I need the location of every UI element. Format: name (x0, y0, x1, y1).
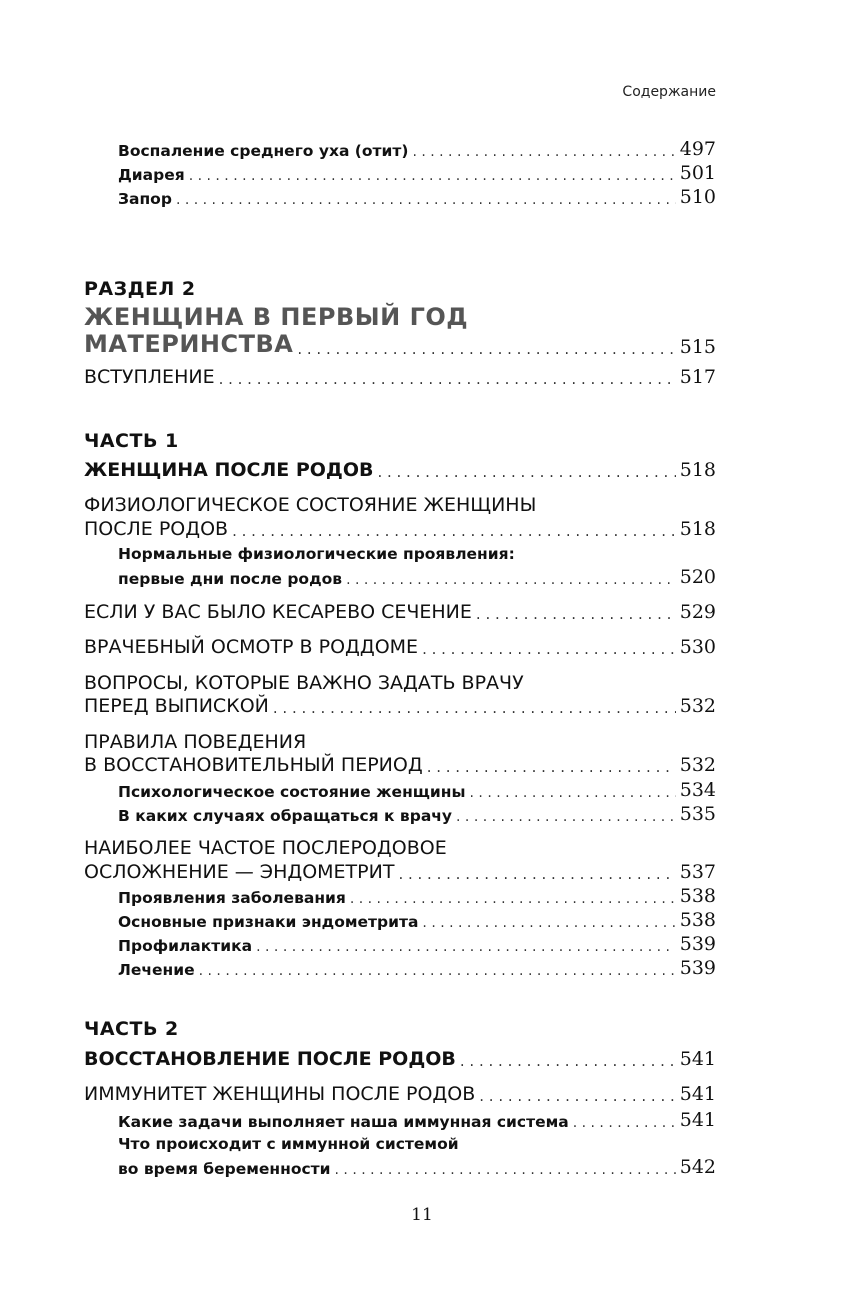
entry-page: 539 (679, 933, 716, 955)
toc-sub-entry[interactable] (118, 933, 716, 955)
toc-entry[interactable] (84, 1083, 716, 1105)
toc-entry[interactable] (118, 138, 716, 160)
leader-dots (422, 915, 675, 931)
entry-page: 535 (679, 803, 716, 825)
toc-sub-entry[interactable] (118, 803, 716, 825)
leader-dots (189, 168, 676, 184)
entry-title-line1: ПРАВИЛА ПОВЕДЕНИЯ (84, 731, 307, 753)
entry-page: 538 (679, 885, 716, 907)
leader-dots (460, 1052, 676, 1070)
entry-title: Основные признаки эндометрита (118, 913, 419, 931)
toc-entry[interactable] (118, 186, 716, 208)
entry-title-line2: ОСЛОЖНЕНИЕ — ЭНДОМЕТРИТ (84, 861, 395, 883)
entry-title: ВОССТАНОВЛЕНИЕ ПОСЛЕ РОДОВ (84, 1048, 456, 1070)
toc-entry[interactable] (84, 636, 716, 658)
leader-dots (456, 809, 676, 825)
entry-page: 510 (679, 186, 716, 208)
part-heading-entry[interactable] (84, 459, 716, 481)
page-number: 11 (411, 1205, 433, 1225)
entry-title-line2: первые дни после родов (118, 570, 343, 588)
toc-entry[interactable] (84, 695, 716, 717)
leader-dots (427, 758, 676, 776)
entry-page: 532 (679, 695, 716, 717)
toc-sub-entry[interactable] (118, 1156, 716, 1178)
entry-page: 541 (679, 1083, 716, 1105)
section-title-line2: МАТЕРИНСТВА (84, 330, 294, 358)
sub-entry-line1: Что происходит с иммунной системой (118, 1135, 459, 1153)
entry-title: Профилактика (118, 937, 253, 955)
running-header: Содержание (622, 84, 716, 100)
leader-dots (398, 865, 675, 883)
leader-dots (346, 572, 676, 588)
entry-title: Запор (118, 190, 172, 208)
entry-title: Воспаление среднего уха (отит) (118, 142, 409, 160)
entry-page: 518 (679, 518, 716, 540)
toc-sub-entry[interactable] (118, 885, 716, 907)
section-title-entry[interactable] (84, 330, 716, 358)
entry-title: ВРАЧЕБНЫЙ ОСМОТР В РОДДОМЕ (84, 636, 419, 658)
entry-page: 501 (679, 162, 716, 184)
section-label: РАЗДЕЛ 2 (84, 278, 196, 300)
section-title-line1: ЖЕНЩИНА В ПЕРВЫЙ ГОД (84, 303, 469, 331)
entry-title: Проявления заболевания (118, 889, 346, 907)
leader-dots (199, 963, 676, 979)
entry-title: ИММУНИТЕТ ЖЕНЩИНЫ ПОСЛЕ РОДОВ (84, 1083, 476, 1105)
toc-entry-intro[interactable] (84, 366, 716, 388)
entry-page: 497 (679, 138, 716, 160)
toc-entry[interactable] (84, 754, 716, 776)
leader-dots (256, 939, 676, 955)
toc-sub-entry[interactable] (118, 909, 716, 931)
toc-entry[interactable] (84, 601, 716, 623)
entry-title-line2: ПЕРЕД ВЫПИСКОЙ (84, 695, 269, 717)
part-label: ЧАСТЬ 2 (84, 1018, 179, 1040)
entry-page: 538 (679, 909, 716, 931)
toc-sub-entry[interactable] (118, 957, 716, 979)
toc-sub-entry[interactable] (118, 779, 716, 801)
leader-dots (422, 640, 676, 658)
toc-entry[interactable] (84, 861, 716, 883)
entry-page: 517 (679, 366, 716, 388)
leader-dots (219, 370, 676, 388)
entry-page: 537 (679, 861, 716, 883)
entry-title-line2: во время беременности (118, 1160, 331, 1178)
part-label: ЧАСТЬ 1 (84, 430, 179, 452)
entry-title: В каких случаях обращаться к врачу (118, 807, 453, 825)
sub-entry-line1: Нормальные физиологические проявления: (118, 545, 515, 563)
entry-page: 542 (679, 1156, 716, 1178)
entry-title: Психологическое состояние женщины (118, 783, 466, 801)
leader-dots (335, 1162, 676, 1178)
leader-dots (176, 192, 676, 208)
leader-dots (377, 463, 675, 481)
entry-title-line1: ФИЗИОЛОГИЧЕСКОЕ СОСТОЯНИЕ ЖЕНЩИНЫ (84, 494, 537, 516)
entry-page: 529 (679, 601, 716, 623)
entry-title: Диарея (118, 166, 185, 184)
entry-page: 534 (679, 779, 716, 801)
part-heading-entry[interactable] (84, 1048, 716, 1070)
entry-title-line1: ВОПРОСЫ, КОТОРЫЕ ВАЖНО ЗАДАТЬ ВРАЧУ (84, 672, 524, 694)
leader-dots (297, 340, 675, 358)
entry-page: 532 (679, 754, 716, 776)
entry-page: 515 (679, 336, 716, 358)
entry-title: ЖЕНЩИНА ПОСЛЕ РОДОВ (84, 459, 374, 481)
entry-page: 541 (679, 1048, 716, 1070)
entry-page: 541 (679, 1109, 716, 1131)
leader-dots (479, 1087, 675, 1105)
leader-dots (412, 144, 675, 160)
toc-sub-entry[interactable] (118, 1109, 716, 1131)
leader-dots (573, 1115, 676, 1131)
entry-page: 530 (679, 636, 716, 658)
leader-dots (476, 605, 676, 623)
entry-page: 539 (679, 957, 716, 979)
entry-page: 518 (679, 459, 716, 481)
toc-entry[interactable] (84, 518, 716, 540)
toc-entry[interactable] (118, 162, 716, 184)
entry-title: ЕСЛИ У ВАС БЫЛО КЕСАРЕВО СЕЧЕНИЕ (84, 601, 472, 623)
entry-title-line2: В ВОССТАНОВИТЕЛЬНЫЙ ПЕРИОД (84, 754, 423, 776)
leader-dots (470, 785, 676, 801)
leader-dots (350, 891, 676, 907)
entry-title: Какие задачи выполняет наша иммунная система (118, 1113, 569, 1131)
toc-sub-entry[interactable] (118, 566, 716, 588)
entry-title-line1: НАИБОЛЕЕ ЧАСТОЕ ПОСЛЕРОДОВОЕ (84, 837, 447, 859)
leader-dots (232, 522, 676, 540)
entry-title: Лечение (118, 961, 195, 979)
entry-title-line2: ПОСЛЕ РОДОВ (84, 518, 229, 540)
leader-dots (273, 699, 676, 717)
entry-page: 520 (679, 566, 716, 588)
entry-title: ВСТУПЛЕНИЕ (84, 366, 215, 388)
